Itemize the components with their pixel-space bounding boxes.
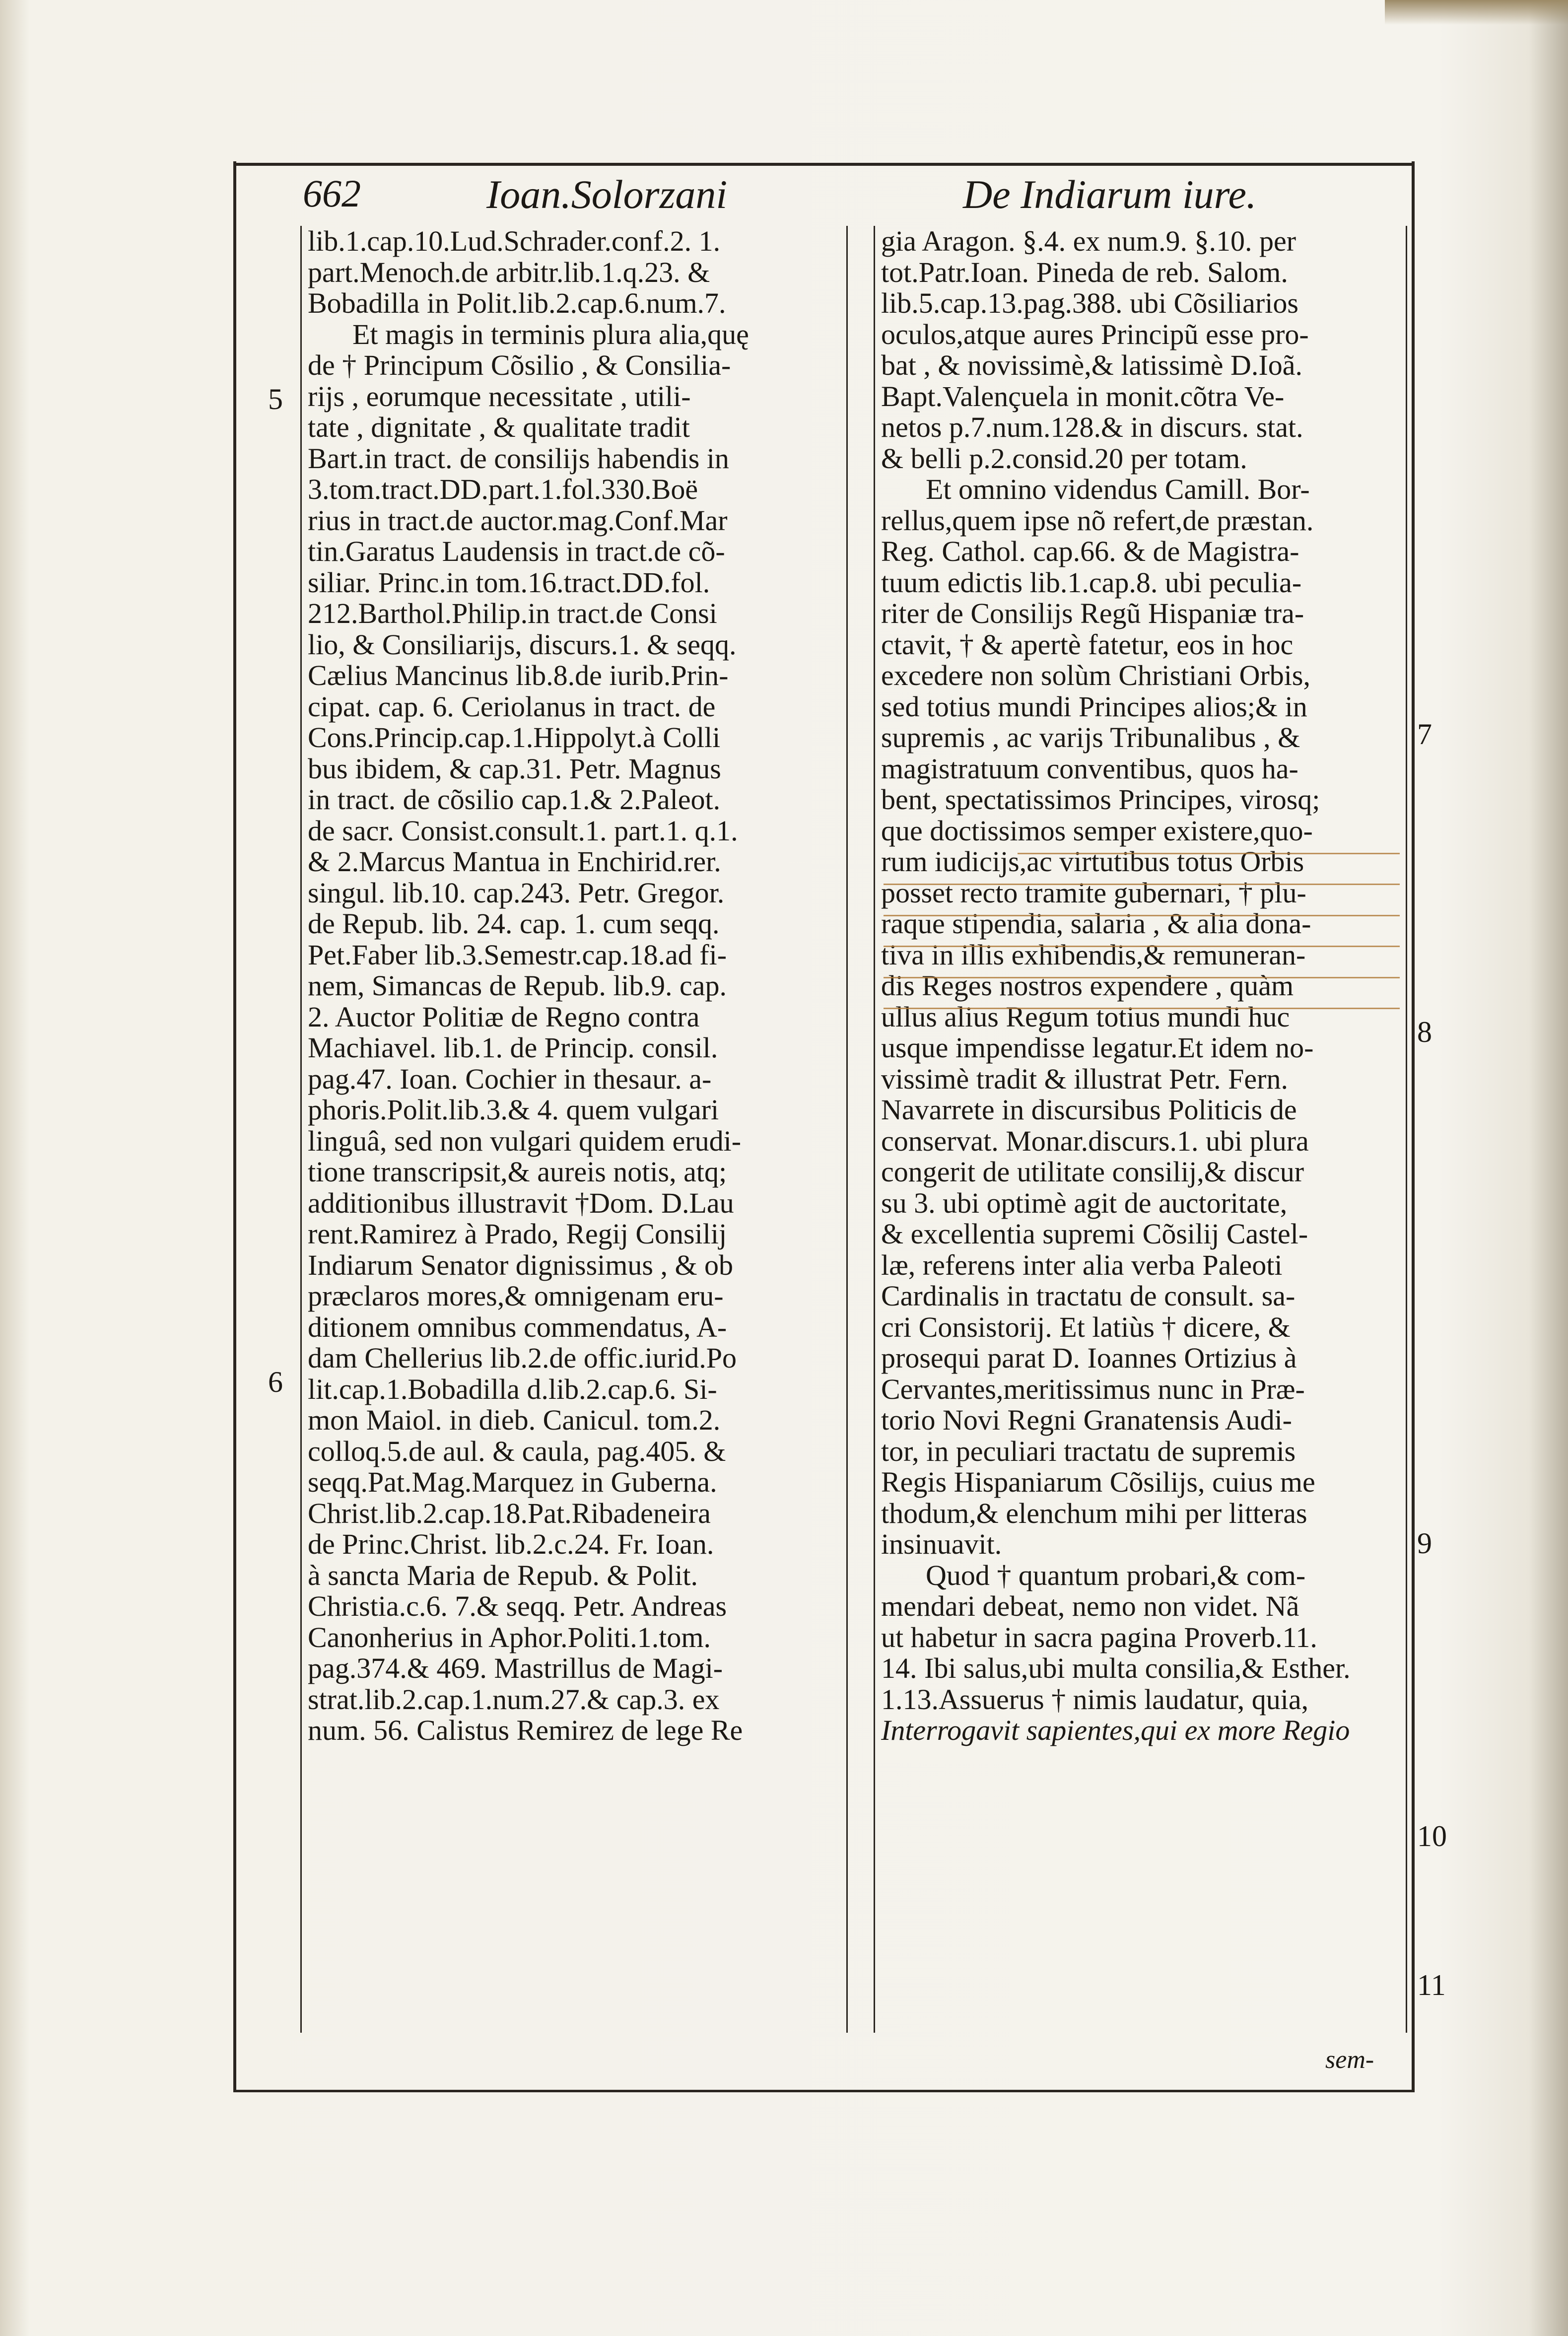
text-line: 2. Auctor Politiæ de Regno contra (308, 1000, 700, 1033)
column-rule-left (300, 226, 302, 2033)
text-line: pag.47. Ioan. Cochier in thesaur. a- (308, 1062, 712, 1095)
text-line: vissimè tradit & illustrat Petr. Fern. (881, 1062, 1288, 1095)
text-line: Et magis in terminis plura alia,quę (352, 318, 749, 350)
text-line: Interrogavit sapientes,qui ex more Regio (881, 1714, 1350, 1746)
text-line: siliar. Princ.in tom.16.tract.DD.fol. (308, 566, 710, 599)
text-line: lib.5.cap.13.pag.388. ubi Cõsiliarios (881, 287, 1298, 319)
footer-rule (233, 2090, 1415, 2092)
text-line: netos p.7.num.128.& in discurs. stat. (881, 411, 1303, 443)
text-line: bent, spectatissimos Principes, virosq; (881, 783, 1320, 816)
ink-underline (884, 915, 1400, 916)
text-line: præclaros mores,& omnigenam eru- (308, 1280, 724, 1312)
text-line: lio, & Consiliarijs, discurs.1. & seqq. (308, 628, 737, 661)
margin-number-6: 6 (268, 1366, 283, 1398)
text-line: ctavit, † & apertè fatetur, eos in hoc (881, 628, 1294, 661)
text-line: tione transcripsit,& aureis notis, atq; (308, 1156, 727, 1188)
text-line: cipat. cap. 6. Ceriolanus in tract. de (308, 690, 716, 723)
column-rule-middle-left (846, 226, 848, 2033)
text-line: Quod † quantum probari,& com- (926, 1559, 1306, 1591)
text-line: ullus alius Regum totius mundi huc (881, 1000, 1290, 1033)
text-line: Canonherius in Aphor.Politi.1.tom. (308, 1621, 711, 1653)
text-line: magistratuum conventibus, quos ha- (881, 752, 1298, 785)
running-author: Ioan.Solorzani (486, 172, 728, 217)
text-line: de Princ.Christ. lib.2.c.24. Fr. Ioan. (308, 1528, 714, 1560)
text-line: læ, referens inter alia verba Paleoti (881, 1248, 1283, 1281)
catchword: sem- (1325, 2046, 1374, 2074)
text-line: tot.Patr.Ioan. Pineda de reb. Salom. (881, 256, 1288, 288)
text-line: part.Menoch.de arbitr.lib.1.q.23. & (308, 256, 710, 288)
text-line: & 2.Marcus Mantua in Enchirid.rer. (308, 845, 721, 878)
text-line: insinuavit. (881, 1528, 1002, 1560)
text-line: raque stipendia, salaria , & alia dona- (881, 907, 1311, 940)
text-line: Indiarum Senator dignissimus , & ob (308, 1248, 734, 1281)
text-line: linguâ, sed non vulgari quidem erudi- (308, 1124, 742, 1157)
text-line: Regis Hispaniarum Cõsilijs, cuius me (881, 1466, 1315, 1498)
text-line: thodum,& elenchum mihi per litteras (881, 1497, 1307, 1529)
text-line: 14. Ibi salus,ubi multa consilia,& Esther. (881, 1652, 1351, 1684)
text-line: singul. lib.10. cap.243. Petr. Gregor. (308, 876, 725, 909)
text-line: rellus,quem ipse nõ refert,de præstan. (881, 504, 1314, 537)
text-line: Bobadilla in Polit.lib.2.cap.6.num.7. (308, 287, 726, 319)
text-line: à sancta Maria de Repub. & Polit. (308, 1559, 698, 1591)
text-line: de Repub. lib. 24. cap. 1. cum seqq. (308, 907, 720, 940)
text-line: supremis , ac varijs Tribunalibus , & (881, 721, 1300, 754)
text-line: que doctissimos semper existere,quo- (881, 814, 1313, 847)
text-line: conservat. Monar.discurs.1. ubi plura (881, 1124, 1309, 1157)
text-line: mendari debeat, nemo non videt. Nã (881, 1590, 1299, 1622)
text-line: phoris.Polit.lib.3.& 4. quem vulgari (308, 1094, 719, 1126)
text-line: congerit de utilitate consilij,& discur (881, 1156, 1304, 1188)
text-line: tin.Garatus Laudensis in tract.de cõ- (308, 535, 725, 567)
text-line: Bapt.Valençuela in monit.cõtra Ve- (881, 380, 1285, 412)
text-line: torio Novi Regni Granatensis Audi- (881, 1404, 1293, 1436)
text-line: gia Aragon. §.4. ex num.9. §.10. per (881, 226, 1296, 257)
text-line: rum iudicijs,ac virtutibus totus Orbis (881, 845, 1304, 878)
text-line: nem, Simancas de Repub. lib.9. cap. (308, 969, 727, 1002)
text-line: lit.cap.1.Bobadilla d.lib.2.cap.6. Si- (308, 1373, 717, 1405)
text-line: Christ.lib.2.cap.18.Pat.Ribadeneira (308, 1497, 711, 1529)
margin-number-8: 8 (1417, 1016, 1432, 1048)
text-line: su 3. ubi optimè agit de auctoritate, (881, 1186, 1288, 1219)
text-line: strat.lib.2.cap.1.num.27.& cap.3. ex (308, 1683, 720, 1716)
running-header (248, 171, 1400, 226)
text-line: Navarrete in discursibus Politicis de (881, 1094, 1297, 1126)
text-line: Cervantes,meritissimus nunc in Præ- (881, 1373, 1305, 1405)
text-line: riter de Consilijs Regũ Hispaniæ tra- (881, 597, 1304, 629)
text-line: Christia.c.6. 7.& seqq. Petr. Andreas (308, 1590, 727, 1622)
text-line: Bart.in tract. de consilijs habendis in (308, 442, 729, 475)
text-line: tate , dignitate , & qualitate tradit (308, 411, 690, 443)
text-line: ditionem omnibus commendatus, A- (308, 1310, 727, 1343)
text-line: rijs , eorumque necessitate , utili- (308, 380, 691, 412)
text-line: Cælius Mancinus lib.8.de iurib.Prin- (308, 659, 729, 691)
ink-underline (884, 977, 1400, 978)
text-line: Cardinalis in tractatu de consult. sa- (881, 1280, 1295, 1312)
text-line: rent.Ramirez à Prado, Regij Consilij (308, 1218, 727, 1250)
text-line: prosequi parat D. Ioannes Ortizius à (881, 1342, 1297, 1374)
text-line: cri Consistorij. Et latiùs † dicere, & (881, 1310, 1291, 1343)
text-line: tuum edictis lib.1.cap.8. ubi peculia- (881, 566, 1302, 599)
page-number: 662 (303, 172, 361, 215)
text-line: colloq.5.de aul. & caula, pag.405. & (308, 1435, 726, 1467)
text-line: bus ibidem, & cap.31. Petr. Magnus (308, 752, 721, 785)
text-line: dam Chellerius lib.2.de offic.iurid.Po (308, 1342, 737, 1374)
column-rule-right (1406, 226, 1407, 2033)
ink-underline (884, 1008, 1400, 1009)
margin-number-5: 5 (268, 383, 283, 415)
text-line: 1.13.Assuerus † nimis laudatur, quia, (881, 1683, 1309, 1716)
text-line: num. 56. Calistus Remirez de lege Re (308, 1714, 743, 1746)
text-line: sed totius mundi Principes alios;& in (881, 690, 1307, 723)
text-line: Reg. Cathol. cap.66. & de Magistra- (881, 535, 1299, 567)
text-line: Machiavel. lib.1. de Princip. consil. (308, 1031, 718, 1064)
text-line: Pet.Faber lib.3.Semestr.cap.18.ad fi- (308, 938, 727, 971)
text-line: dis Reges nostros expendere , quàm (881, 969, 1294, 1002)
text-line: rius in tract.de auctor.mag.Conf.Mar (308, 504, 728, 537)
text-line: Et omnino videndus Camill. Bor- (926, 473, 1310, 505)
text-line: bat , & novissimè,& latissimè D.Ioã. (881, 349, 1302, 381)
text-line: tiva in illis exhibendis,& remuneran- (881, 938, 1306, 971)
text-line: tor, in peculiari tractatu de supremis (881, 1435, 1296, 1467)
text-line: oculos,atque aures Principũ esse pro- (881, 318, 1309, 350)
margin-number-9: 9 (1417, 1527, 1432, 1560)
right-text-column (881, 226, 1403, 1746)
text-line: de sacr. Consist.consult.1. part.1. q.1. (308, 814, 738, 847)
text-line: pag.374.& 469. Mastrillus de Magi- (308, 1652, 723, 1684)
text-line: & excellentia supremi Cõsilij Castel- (881, 1218, 1308, 1250)
text-line: additionibus illustravit †Dom. D.Lau (308, 1186, 734, 1219)
text-line: posset recto tramite gubernari, † plu- (881, 876, 1306, 909)
text-line: de † Principum Cõsilio , & Consilia- (308, 349, 731, 381)
text-line: Cons.Princip.cap.1.Hippolyt.à Colli (308, 721, 721, 754)
left-text-column (308, 226, 841, 1746)
text-line: lib.1.cap.10.Lud.Schrader.conf.2. 1. (308, 226, 721, 257)
margin-number-11: 11 (1417, 1969, 1446, 2001)
binding-edge (1385, 0, 1568, 25)
text-line: 212.Barthol.Philip.in tract.de Consi (308, 597, 717, 629)
text-line: seqq.Pat.Mag.Marquez in Guberna. (308, 1466, 717, 1498)
margin-number-7: 7 (1417, 718, 1432, 751)
ink-underline (1018, 853, 1400, 854)
text-line: excedere non solùm Christiani Orbis, (881, 659, 1310, 691)
text-line: & belli p.2.consid.20 per totam. (881, 442, 1247, 475)
text-line: ut habetur in sacra pagina Proverb.11. (881, 1621, 1317, 1653)
text-line: 3.tom.tract.DD.part.1.fol.330.Boë (308, 473, 698, 505)
text-line: usque impendisse legatur.Et idem no- (881, 1031, 1314, 1064)
ink-underline (884, 884, 1400, 885)
running-title: De Indiarum iure. (963, 172, 1257, 217)
text-line: in tract. de cõsilio cap.1.& 2.Paleot. (308, 783, 721, 816)
ink-underline (884, 946, 1400, 947)
text-line: mon Maiol. in dieb. Canicul. tom.2. (308, 1404, 721, 1436)
column-rule-middle-right (874, 226, 875, 2033)
margin-number-10: 10 (1417, 1820, 1447, 1853)
